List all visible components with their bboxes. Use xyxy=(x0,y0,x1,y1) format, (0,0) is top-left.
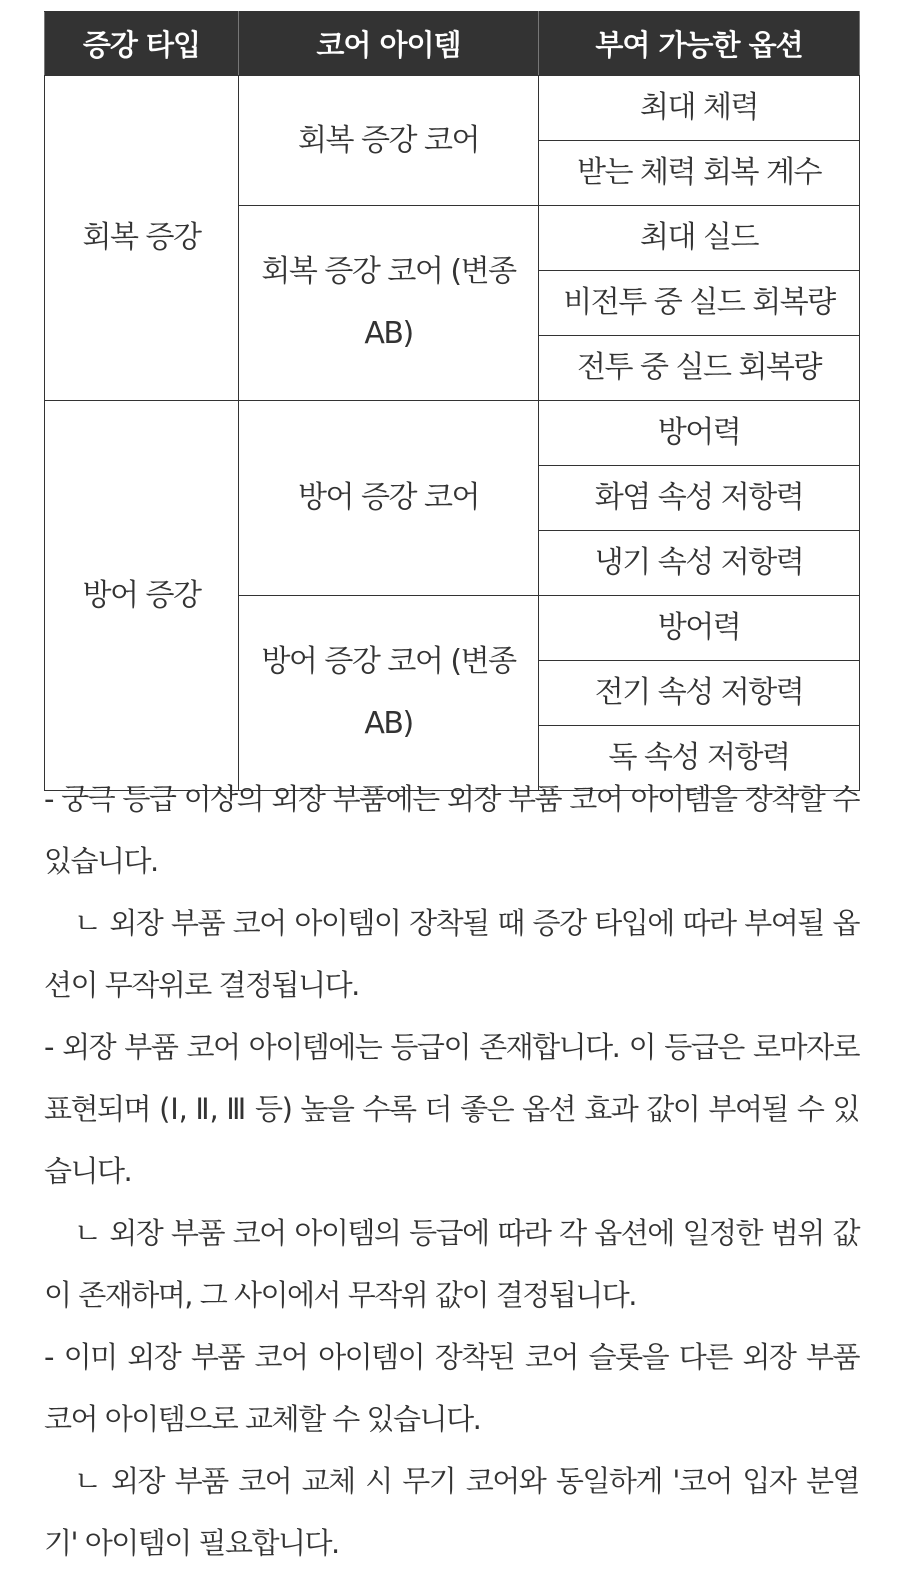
core-item-cell: 방어 증강 코어 xyxy=(239,401,539,596)
note-sub-paragraph: ㄴ 외장 부품 코어 아이템의 등급에 따라 각 옵션에 일정한 범위 값이 존재하며, 그 사이에서 무작위 값이 결정됩니다. xyxy=(44,1216,859,1312)
option-cell: 방어력 xyxy=(539,596,860,661)
option-cell: 냉기 속성 저항력 xyxy=(539,531,860,596)
option-cell: 독 속성 저항력 xyxy=(539,726,860,791)
option-cell: 방어력 xyxy=(539,401,860,466)
header-options: 부여 가능한 옵션 xyxy=(539,12,860,76)
option-cell: 최대 체력 xyxy=(539,76,860,141)
note-paragraph: - 궁극 등급 이상의 외장 부품에는 외장 부품 코어 아이템을 장착할 수 있습니다. xyxy=(44,782,859,878)
core-item-cell: 방어 증강 코어 (변종 AB) xyxy=(239,596,539,791)
option-cell: 화염 속성 저항력 xyxy=(539,466,860,531)
core-item-cell: 회복 증강 코어 (변종 AB) xyxy=(239,206,539,401)
option-cell: 전투 중 실드 회복량 xyxy=(539,336,860,401)
header-core-item: 코어 아이템 xyxy=(239,12,539,76)
table-header-row xyxy=(45,12,860,76)
note-paragraph: - 외장 부품 코어 아이템에는 등급이 존재합니다. 이 등급은 로마자로 표현되며 (Ⅰ, Ⅱ, Ⅲ 등) 높을 수록 더 좋은 옵션 효과 값이 부여될 수 있습니다. xyxy=(44,1030,859,1188)
note-sub-paragraph: ㄴ 외장 부품 코어 교체 시 무기 코어와 동일하게 '코어 입자 분열기' 아이템이 필요합니다. xyxy=(44,1464,859,1560)
note-paragraph: - 이미 외장 부품 코어 아이템이 장착된 코어 슬롯을 다른 외장 부품 코어 아이템으로 교체할 수 있습니다. xyxy=(44,1340,859,1436)
header-augment-type: 증강 타입 xyxy=(45,12,239,76)
core-item-cell: 회복 증강 코어 xyxy=(239,76,539,206)
core-items-table xyxy=(44,11,860,791)
option-cell: 전기 속성 저항력 xyxy=(539,661,860,726)
augment-type-cell: 방어 증강 xyxy=(45,401,239,791)
table-row xyxy=(45,76,860,141)
option-cell: 비전투 중 실드 회복량 xyxy=(539,271,860,336)
option-cell: 받는 체력 회복 계수 xyxy=(539,141,860,206)
augment-type-cell: 회복 증강 xyxy=(45,76,239,401)
note-sub-paragraph: ㄴ 외장 부품 코어 아이템이 장착될 때 증강 타입에 따라 부여될 옵션이 무작위로 결정됩니다. xyxy=(44,906,859,1002)
table-row xyxy=(45,401,860,466)
notes-section xyxy=(44,768,859,1574)
option-cell: 최대 실드 xyxy=(539,206,860,271)
